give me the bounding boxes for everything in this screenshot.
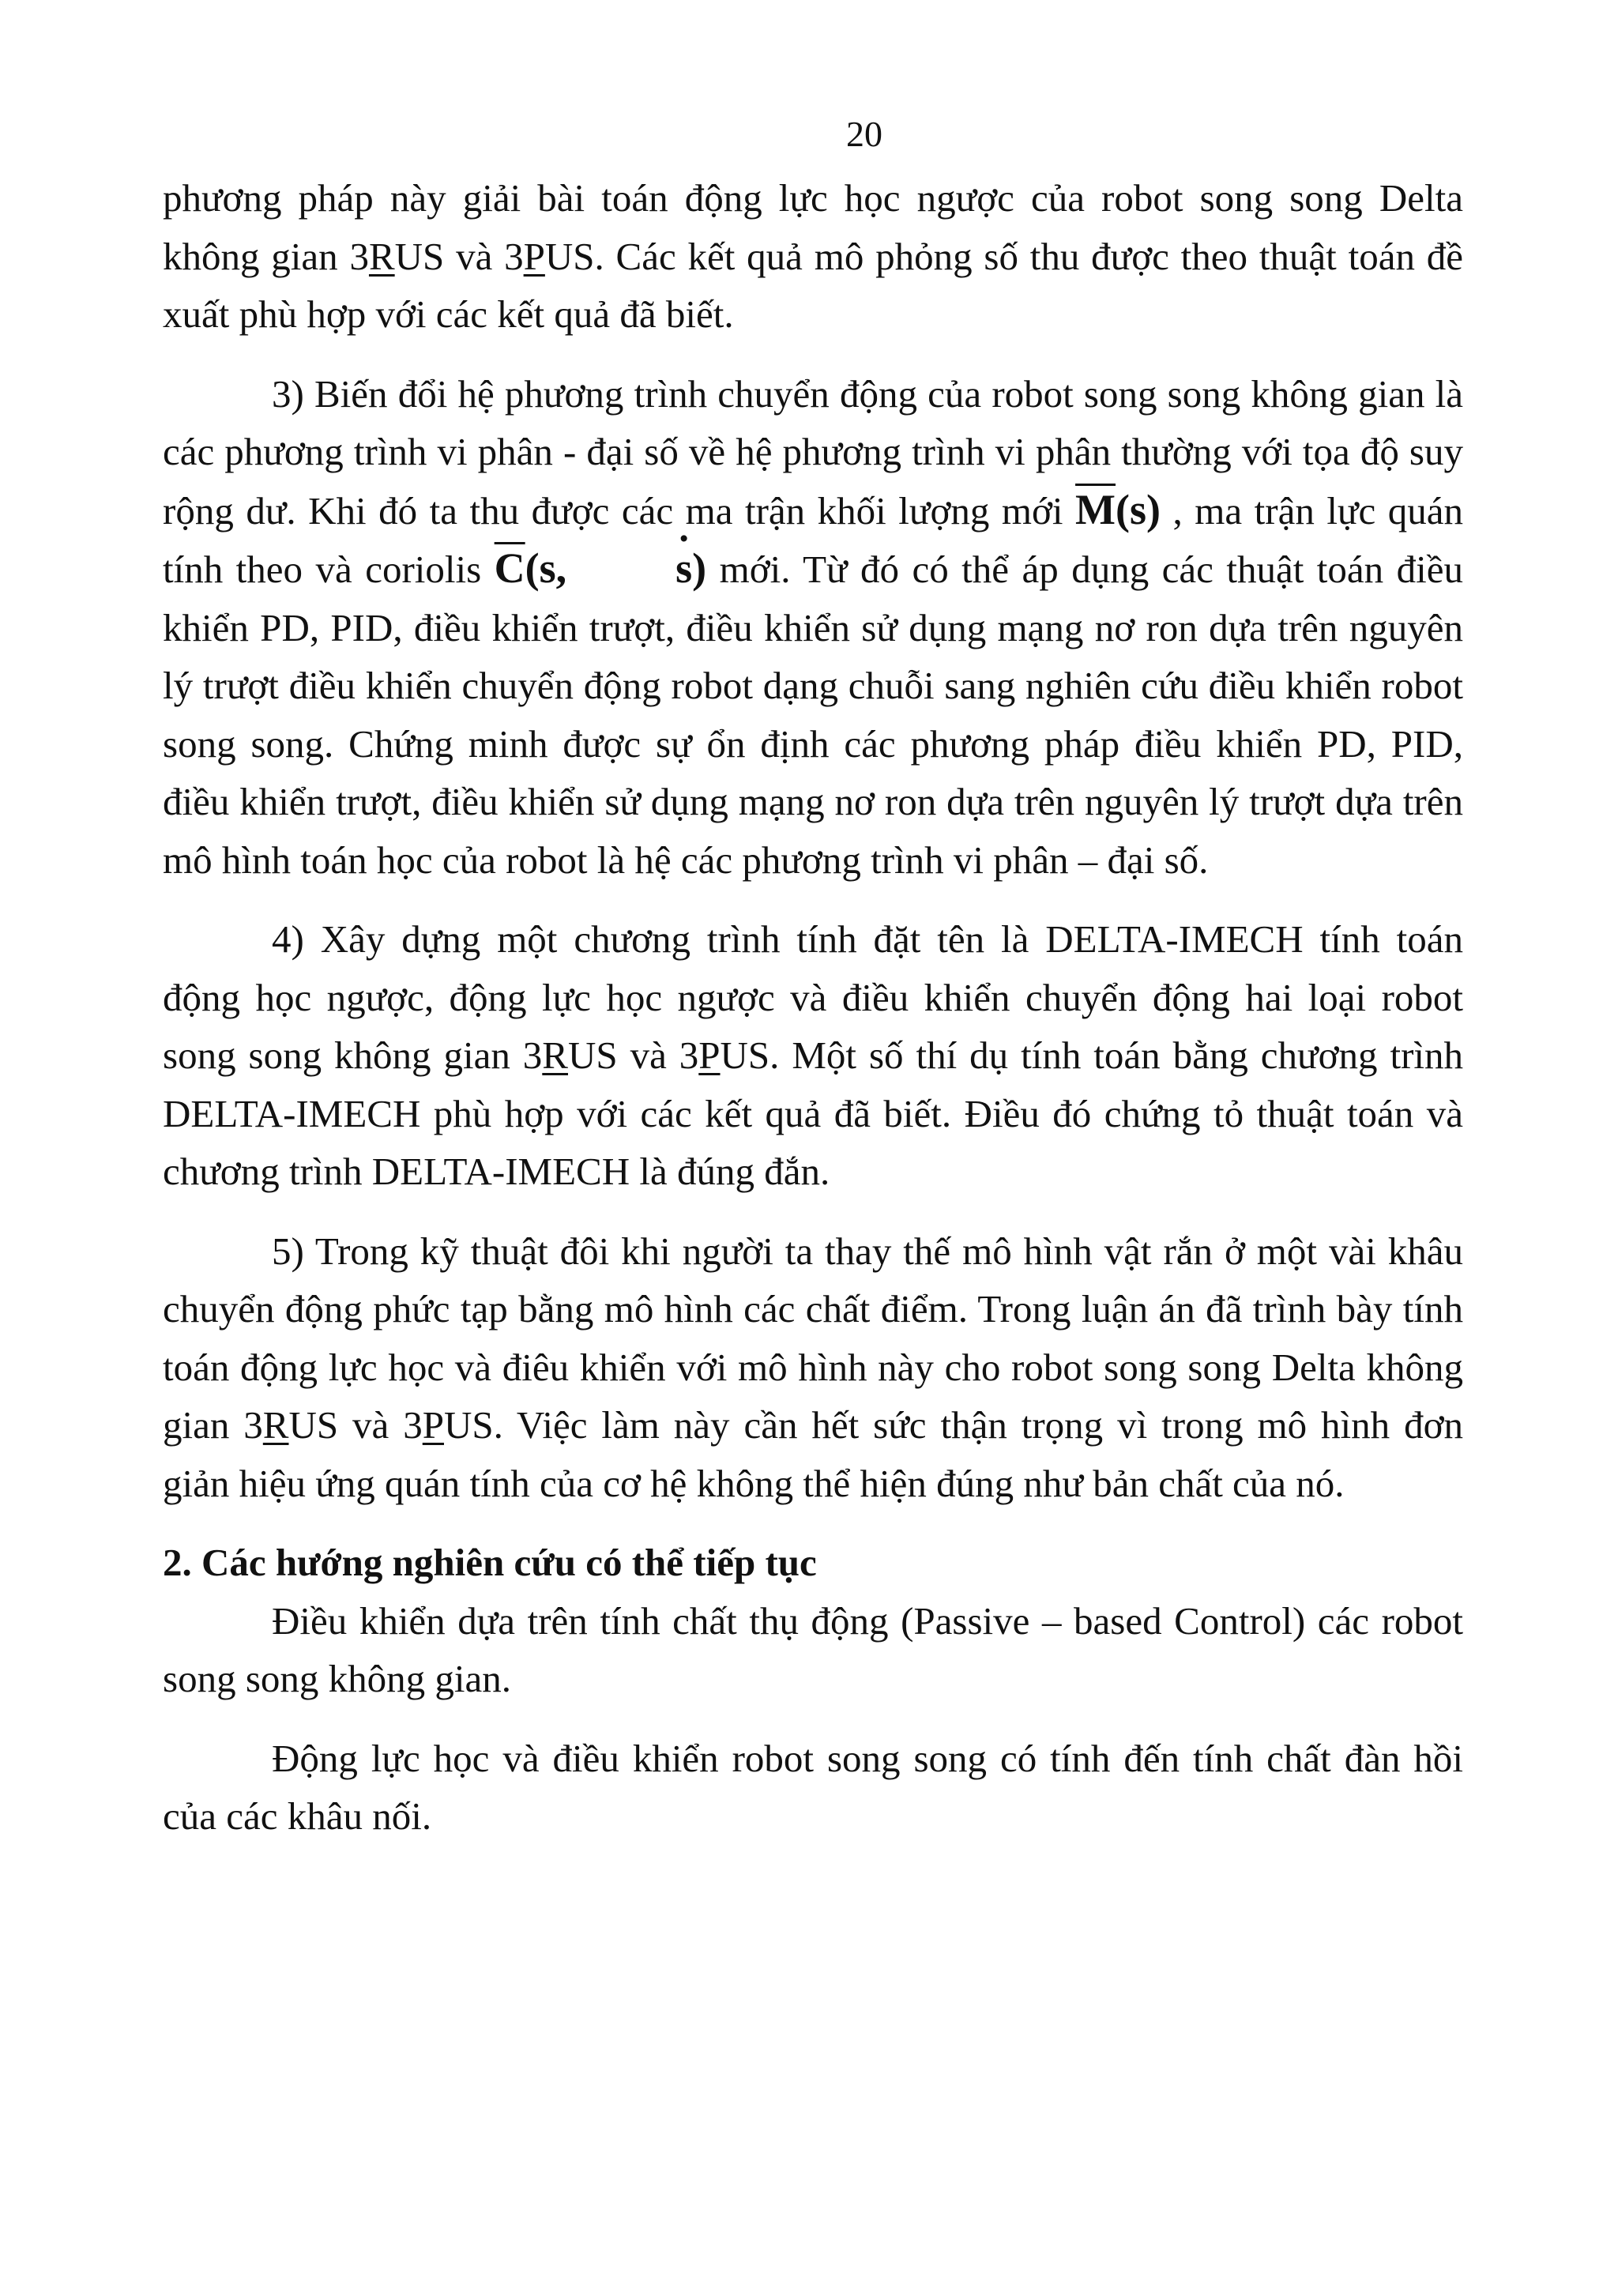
- paragraph-passive-control: Điều khiển dựa trên tính chất thụ động (Passive – based Control) các robot song song không gian.: [163, 1598, 1463, 1700]
- formula-args: (s): [1116, 485, 1161, 533]
- text-run: 3) Biến đổi hệ phương trình chuyển động của robot song song không gian là các phương trình vi phân - đại số về hệ phương trình vi phân thường với tọa độ suy rộng dư. Khi đó ta thu được các ma trận khối lượng mới: [163, 371, 1463, 533]
- formula-args: (s,: [525, 544, 567, 592]
- paragraph-item-3: [163, 365, 1463, 890]
- dotted-variable: s ˙: [566, 540, 692, 598]
- underlined-letter: R: [368, 234, 395, 278]
- section-heading: 2. Các hướng nghiên cứu có thể tiếp tục: [163, 1541, 817, 1584]
- page-number: 20: [846, 114, 882, 154]
- paragraph-continuation: [163, 169, 1463, 344]
- text-run: 5) Trong kỹ thuật đôi khi người ta thay thế mô hình vật rắn ở một vài khâu chuyển động phức tạp bằng mô hình các chất điểm. Trong luận án đã trình bày tính toán động lực học và điêu khiển với mô hình này cho robot song song Delta không gian 3: [163, 1229, 1463, 1447]
- formula-args: ): [692, 544, 707, 592]
- text-run: phương pháp này giải bài toán động lực học ngược của robot song song Delta không gian 3: [163, 176, 1463, 278]
- text-run: US. Việc làm này cần hết sức thận trọng vì trong mô hình đơn giản hiệu ứng quán tính của cơ hệ không thể hiện đúng như bản chất của nó.: [163, 1403, 1463, 1505]
- underlined-letter: P: [698, 1033, 721, 1077]
- mass-matrix-formula: [1075, 486, 1161, 533]
- text-run: mới. Từ đó có thể áp dụng các thuật toán điều khiển PD, PID, điều khiển trượt, điều khiển sử dụng mạng nơ ron dựa trên nguyên lý trượt điều khiển chuyển động robot dạng chuỗi sang nghiên cứu điều khiển robot song song. Chứng minh được sự ổn định các phương pháp điều khiển PD, PID, điều khiển trượt, điều khiển sử dụng mạng nơ ron dựa trên nguyên lý trượt dựa trên mô hình toán học của robot là hệ các phương trình vi phân – đại số.: [163, 548, 1463, 882]
- paragraph-elastic-links: Động lực học và điều khiển robot song song có tính đến tính chất đàn hồi của các khâu nối.: [163, 1736, 1463, 1838]
- text-run: , ma trận lực quán tính theo và coriolis: [163, 488, 1463, 591]
- underlined-letter: P: [523, 234, 545, 278]
- text-run: 4) Xây dựng một chương trình tính đặt tên là DELTA-IMECH tính toán động học ngược, động lực học ngược và điều khiển chuyển động hai loại robot song song không gian 3: [163, 917, 1463, 1077]
- underlined-letter: P: [422, 1403, 444, 1447]
- body-text: [163, 169, 1463, 1846]
- text-run: US và 3: [567, 1033, 699, 1077]
- text-run: US. Một số thí dụ tính toán bằng chương trình DELTA-IMECH phù hợp với các kết quả đã biết. Điều đó chứng tỏ thuật toán và chương trình DELTA-IMECH là đúng đắn.: [163, 1033, 1464, 1193]
- text-run: US và 3: [288, 1403, 423, 1447]
- text-run: US và 3: [394, 234, 524, 278]
- underlined-letter: R: [542, 1033, 568, 1077]
- matrix-symbol: $\overline{C}$: [494, 544, 525, 592]
- underlined-letter: R: [262, 1403, 289, 1447]
- text-run: US. Các kết quả mô phỏng số thu được theo thuật toán đề xuất phù hợp với các kết quả đã biết.: [163, 234, 1463, 336]
- matrix-symbol: $\overline{M}$: [1075, 485, 1116, 533]
- coriolis-matrix-formula: [495, 544, 707, 592]
- paragraph-item-5: [163, 1222, 1463, 1513]
- paragraph-item-4: [163, 910, 1463, 1201]
